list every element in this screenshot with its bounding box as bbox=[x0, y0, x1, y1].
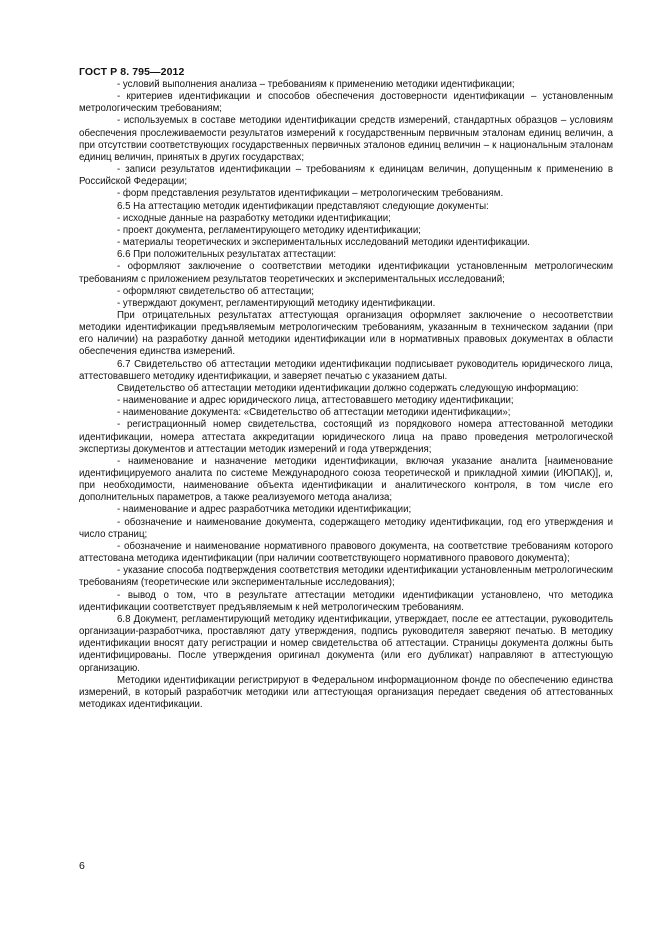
paragraph: - форм представления результатов идентификации – метрологическим требованиям. bbox=[117, 188, 504, 200]
paragraph: - материалы теоретических и экспериментальных исследований методики идентификации. bbox=[117, 237, 530, 249]
paragraph: - используемых в составе методики идентификации средств измерений, стандартных образцов – условиям обеспечения прослеживаемости результатов измерений к государственным первичным эталонам единиц величин, а при отсутствии соответствующих государственных первичных эталонов единиц величин – к национальным эталонам единиц величин, принятых в других государствах; bbox=[79, 115, 613, 163]
paragraph: Свидетельство об аттестации методики идентификации должно содержать следующую информацию: bbox=[117, 382, 579, 394]
paragraph: - наименование документа: «Свидетельство об аттестации методики идентификации»; bbox=[117, 407, 511, 419]
paragraph: - указание способа подтверждения соответствия методики идентификации установленным метрологическим требованиям (теоретические или экспериментальные исследования); bbox=[79, 565, 613, 589]
section-6-7-paragraph: 6.7 Свидетельство об аттестации методики идентификации подписывает руководитель юридического лица, аттестовавшего методику идентификации, и заверяет печатью с указанием даты. bbox=[79, 358, 613, 382]
section-6-6-paragraph: 6.6 При положительных результатах аттестации: bbox=[117, 249, 337, 261]
section-6-8-paragraph: 6.8 Документ, регламентирующий методику идентификации, утверждает, после ее аттестации, руководитель организации-разработчика, проставляют дату утверждения, подпись руководителя заверяют печатью. В методику идентификации вносят дату регистрации и номер свидетельства об аттестации. Страницы документа должны быть идентифицированы. После утверждения оригинал документа (или его дубликат) направляют в аттестующую организацию. bbox=[79, 613, 613, 674]
paragraph: - оформляют свидетельство об аттестации; bbox=[117, 285, 314, 297]
paragraph: - регистрационный номер свидетельства, состоящий из порядкового номера аттестованной методики идентификации, номера аттестата аккредитации юридического лица на право проведения метрологической экспертизы документов и аттестации методик измерений и года утверждения; bbox=[79, 419, 613, 455]
paragraph: - записи результатов идентификации – требованиям к единицам величин, допущенным к применению в Российской Федерации; bbox=[79, 164, 613, 188]
paragraph: - критериев идентификации и способов обеспечения достоверности идентификации – установленным метрологическим требованиям; bbox=[79, 91, 613, 115]
paragraph: - обозначение и наименование документа, содержащего методику идентификации, год его утверждения и число страниц; bbox=[79, 516, 613, 540]
document-header: ГОСТ Р 8. 795—2012 bbox=[79, 66, 185, 78]
paragraph: - наименование и адрес разработчика методики идентификации; bbox=[117, 504, 412, 516]
paragraph: - проект документа, регламентирующего методику идентификации; bbox=[117, 224, 421, 236]
paragraph: - наименование и назначение методики идентификации, включая указание аналита [наименование идентифицируемого аналита по системе Международного союза теоретической и прикладной химии (ИЮПАК)], и, при необходимости, наименование объекта идентификации и аналитического контроля, в том числе его дополнительных параметров, а также реализуемого метода анализа; bbox=[79, 455, 613, 504]
paragraph: - оформляют заключение о соответствии методики идентификации установленным метрологическим требованиям с приложением результатов теоретических и экспериментальных исследований; bbox=[79, 261, 613, 285]
paragraph: - наименование и адрес юридического лица, аттестовавшего методику идентификации; bbox=[117, 395, 514, 407]
page-number: 6 bbox=[79, 860, 85, 872]
paragraph: - условий выполнения анализа – требованиям к применению методики идентификации; bbox=[117, 79, 515, 90]
section-6-5-paragraph: 6.5 На аттестацию методик идентификации представляют следующие документы: bbox=[117, 200, 489, 212]
paragraph: - вывод о том, что в результате аттестации методики идентификации установлено, что методика идентификации соответствует предъявляемым к ней метрологическим требованиям. bbox=[79, 589, 613, 613]
paragraph: Методики идентификации регистрируют в Федеральном информационном фонде по обеспечению единства измерений, в который разработчик методики или аттестующая организация передает сведения об аттестованных методиках идентификации. bbox=[79, 674, 613, 710]
paragraph: - утверждают документ, регламентирующий методику идентификации. bbox=[117, 297, 436, 309]
document-body bbox=[79, 79, 613, 711]
paragraph: - исходные данные на разработку методики идентификации; bbox=[117, 212, 391, 224]
paragraph: - обозначение и наименование нормативного правового документа, на соответствие требованиям которого аттестована методика идентификации (при наличии соответствующего нормативного правового документа); bbox=[79, 540, 613, 565]
paragraph: При отрицательных результатах аттестующая организация оформляет заключение о несоответствии методики идентификации предъявляемым метрологическим требованиям, указанным в техническом задании (при его наличии) на разработку данной методики идентификации или в нормативных правовых документах в области обеспечения единства измерений. bbox=[79, 309, 613, 358]
